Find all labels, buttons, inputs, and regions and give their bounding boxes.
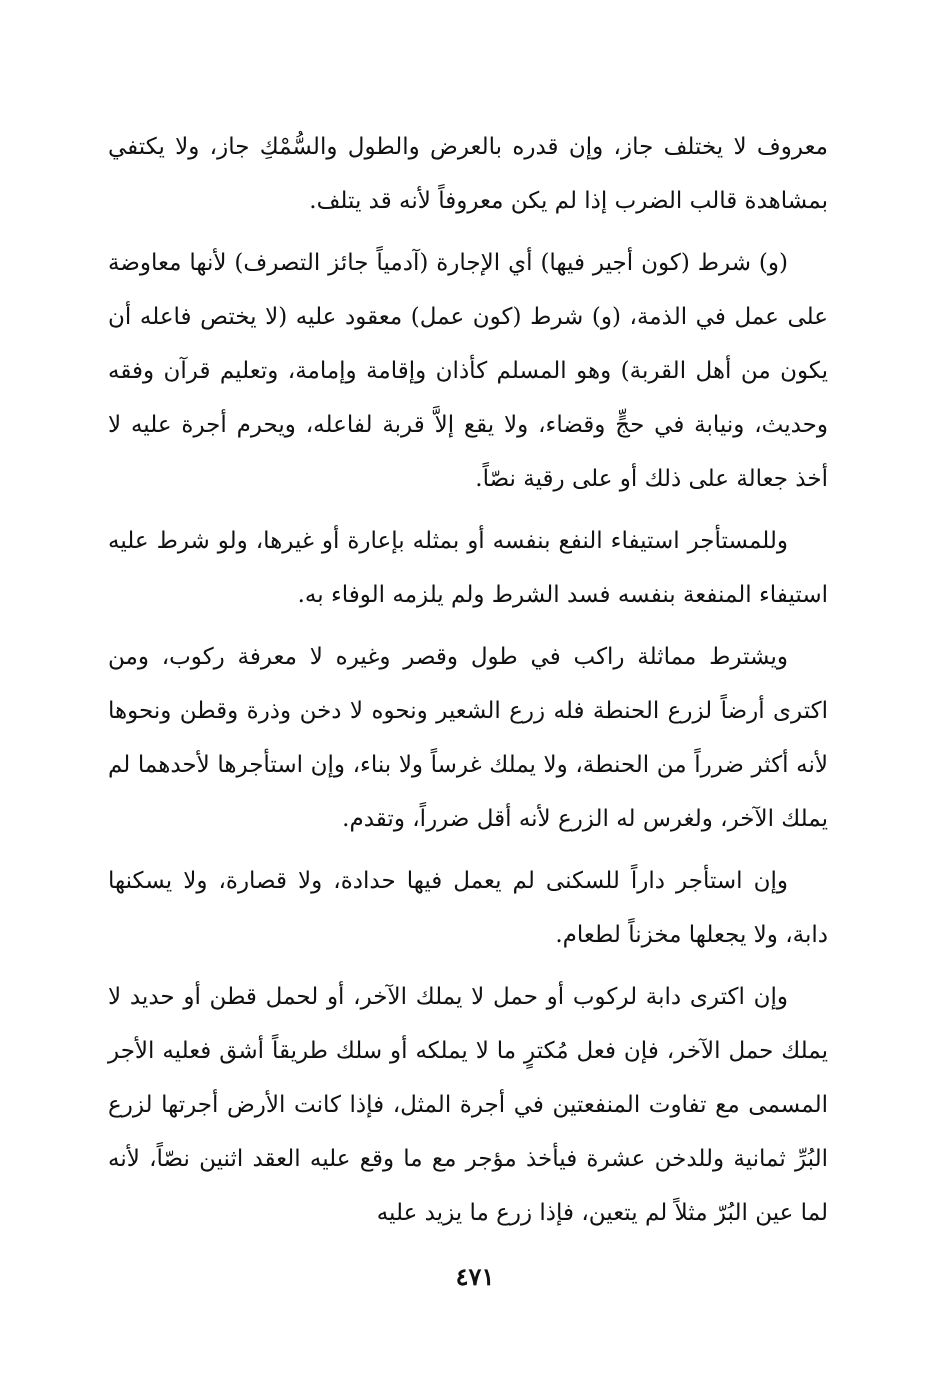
paragraph-6: وإن اكترى دابة لركوب أو حمل لا يملك الآخر، أو لحمل قطن أو حديد لا يملك حمل الآخر، فإن فعل مُكترٍ ما لا يملكه أو سلك طريقاً أشق فعليه الأجر المسمى مع تفاوت المنفعتين في أجرة المثل، فإذا كانت الأرض أجرتها لزرع البُرِّ ثمانية وللدخن عشرة فيأخذ مؤجر مع ما وقع عليه العقد اثنين نصّاً، لأنه لما عين البُرّ مثلاً لم يتعين، فإذا زرع ما يزيد عليه [108,984,828,1226]
paragraph-3: وللمستأجر استيفاء النفع بنفسه أو بمثله بإعارة أو غيرها، ولو شرط عليه استيفاء المنفعة بنفسه فسد الشرط ولم يلزمه الوفاء به. [108,528,828,608]
paragraph-5: وإن استأجر داراً للسكنى لم يعمل فيها حدادة، ولا قصارة، ولا يسكنها دابة، ولا يجعلها مخزناً لطعام. [108,868,828,948]
paragraph-4: ويشترط مماثلة راكب في طول وقصر وغيره لا معرفة ركوب، ومن اكترى أرضاً لزرع الحنطة فله زرع الشعير ونحوه لا دخن وذرة وقطن ونحوها لأنه أكثر ضرراً من الحنطة، ولا يملك غرساً ولا بناء، وإن استأجرها لأحدهما لم يملك الآخر، ولغرس له الزرع لأنه أقل ضرراً، وتقدم. [108,644,828,832]
paragraph-2: (و) شرط (كون أجير فيها) أي الإجارة (آدمياً جائز التصرف) لأنها معاوضة على عمل في الذمة، (و) شرط (كون عمل) معقود عليه (لا يختص فاعله أن يكون من أهل القربة) وهو المسلم كأذان وإقامة وإمامة، وتعليم قرآن وفقه وحديث، ونيابة في حجٍّ وقضاء، ولا يقع إلاَّ قربة لفاعله، ويحرم أجرة عليه لا أخذ جعالة على ذلك أو على رقية نصّاً. [108,250,828,492]
paragraph-1: معروف لا يختلف جاز، وإن قدره بالعرض والطول والسُّمْكِ جاز، ولا يكتفي بمشاهدة قالب الضرب إذا لم يكن معروفاً لأنه قد يتلف. [108,134,828,214]
page-text [108,120,828,1248]
page-number: ٤٧١ [455,1262,495,1291]
